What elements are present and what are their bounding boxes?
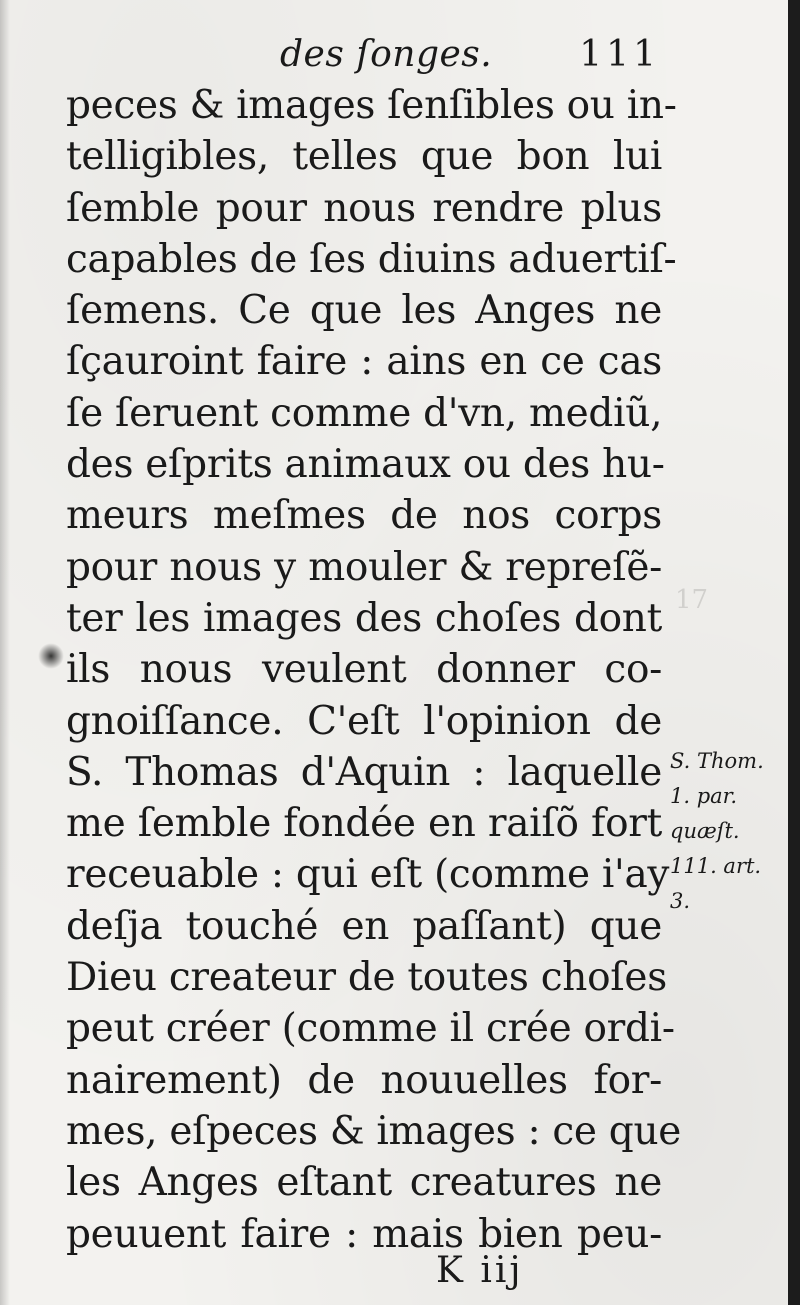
text-line: nairement) de nouuelles for- (66, 1057, 662, 1103)
text-line: pour nous y mouler & repreſẽ- (66, 544, 662, 590)
text-line: ſemble pour nous rendre plus (66, 185, 662, 231)
text-line: deſja touché en paſſant) que (66, 903, 662, 949)
show-through-mark: 17 (675, 585, 709, 615)
margin-note: S. Thom. (670, 749, 764, 773)
text-line: peut créer (comme il crée ordi- (66, 1006, 675, 1052)
text-line: meurs meſmes de nos corps (66, 493, 662, 539)
running-title: des ſonges. (280, 34, 493, 75)
text-line: peces & images ſenſibles ou in- (66, 83, 677, 128)
text-line: les Anges eſtant creatures ne (66, 1160, 662, 1206)
text-line: ſemens. Ce que les Anges ne (66, 288, 662, 334)
text-line: S. Thomas d'Aquin : laquelle (66, 749, 662, 795)
signature-mark: K iij (436, 1250, 524, 1291)
margin-note: 1. par. (670, 784, 738, 808)
text-line: ſe ſeruent comme d'vn, mediũ, (66, 390, 663, 436)
margin-note: 111. art. (670, 854, 762, 878)
text-line: telligibles, telles que bon lui (66, 134, 662, 180)
text-line: peuuent faire : mais bien peu- (66, 1211, 662, 1257)
text-line: des eſprits animaux ou des hu- (66, 442, 665, 488)
text-line: me ſemble fondée en raiſõ fort (66, 801, 662, 847)
text-line: gnoiſſance. C'eſt l'opinion de (66, 698, 662, 744)
page-edge-shadow (788, 0, 800, 1305)
margin-note: quæſt. (670, 819, 740, 843)
text-line: Dieu createur de toutes choſes (66, 955, 667, 1001)
page-number: 111 (579, 34, 660, 75)
text-line: receuable : qui eſt (comme i'ay (66, 852, 670, 898)
text-line: capables de ſes diuins aduertiſ- (66, 236, 677, 282)
body-text (66, 80, 682, 1260)
page-header (70, 26, 660, 86)
margin-note: 3. (670, 889, 691, 913)
text-line: ils nous veulent donner co- (66, 647, 662, 693)
text-line: ter les images des choſes dont (66, 595, 662, 641)
marginal-citation (670, 744, 788, 919)
text-line: mes, eſpeces & images : ce que (66, 1108, 682, 1154)
ink-stain (38, 643, 64, 669)
text-line: ſçauroint faire : ains en ce cas (66, 339, 662, 385)
